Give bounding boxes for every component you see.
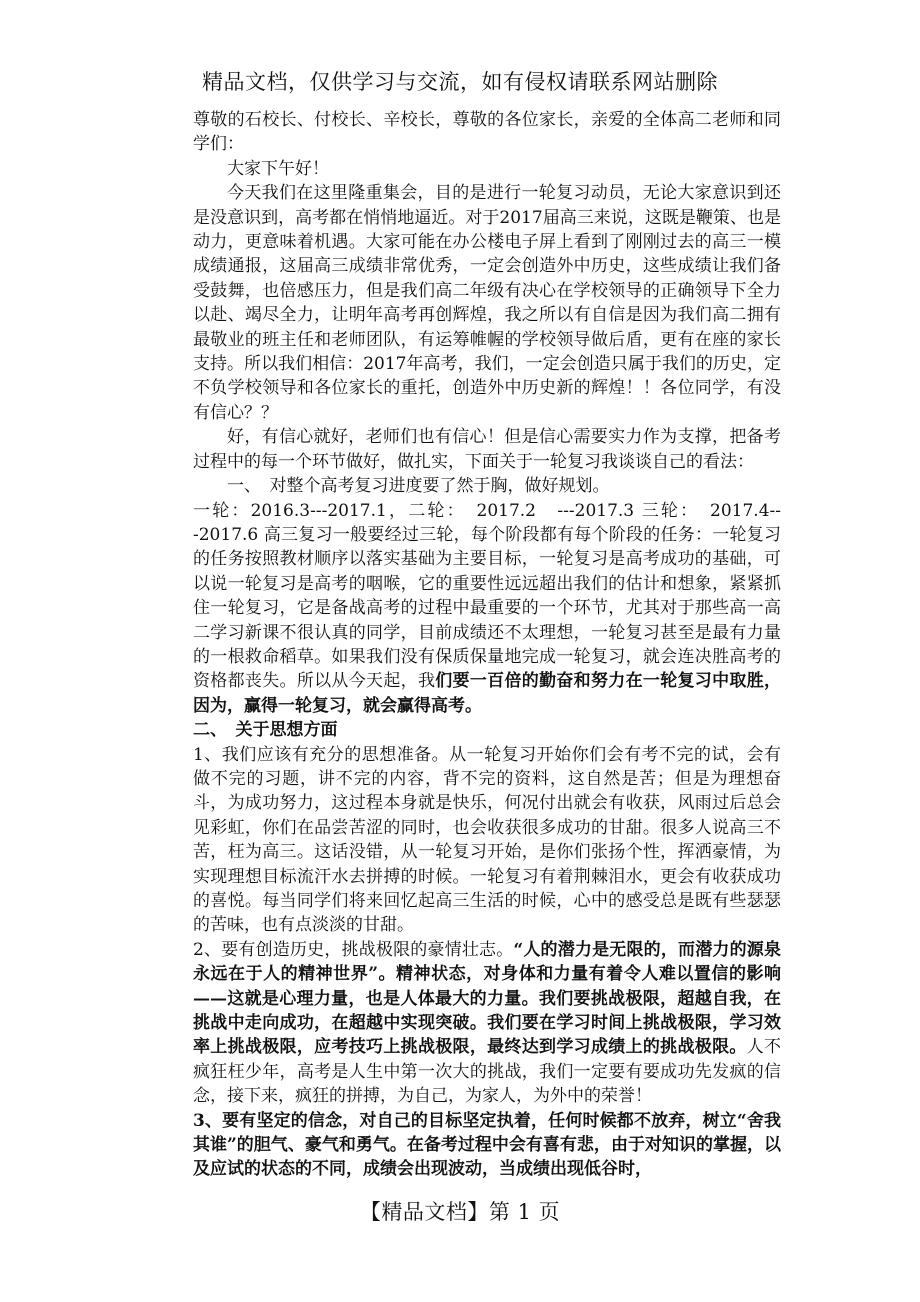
section-heading-2: 二、 关于思想方面	[193, 720, 338, 741]
point-2	[193, 938, 781, 1109]
paragraph-rounds	[193, 499, 781, 719]
point-2-tail: 人不疯狂枉少年，高考是人生中第一次大的挑战，我们一定要有要成功先发疯的信念，接下来，疯狂的拼搏，为自己，为家人，为外中的荣誉！	[193, 1037, 782, 1107]
page-footer: 【精品文档】第 1 页	[359, 1200, 561, 1224]
point-1: 1、我们应该有充分的思想准备。从一轮复习开始你们会有考不完的试，会有做不完的习题，讲不完的内容，背不完的资料，这自然是苦；但是为理想奋斗，为成功努力，这过程本身就是快乐，何况付出就会有收获，风雨过后总会见彩虹，你们在品尝苦涩的同时，也会收获很多成功的甘甜。很多人说高三不苦，枉为高三。这话没错，从一轮复习开始，是你们张扬个性，挥洒豪情，为实现理想目标流汗水去拼搏的时候。一轮复习有着荆棘泪水，更会有收获成功的喜悦。每当同学们将来回忆起高三生活的时候，心中的感受总是既有些瑟瑟的苦味，也有点淡淡的甘甜。	[193, 744, 781, 936]
section-heading-1: 一、 对整个高考复习进度要了然于胸，做好规划。	[227, 476, 610, 497]
rounds-text: 一轮：2016.3---2017.1，二轮： 2017.2 ---2017.3 三轮： 2017.4---2017.6 高三复习一般要经过三轮，每个阶段都有每个阶段的任务：一轮复习的任务按照教材顺序以落实基础为主要目标，一轮复习是高考成功的基础，可以说一轮复习是高考的咽喉，它的重要性远远超出我们的估计和想象，紧紧抓住一轮复习，它是备战高考的过程中最重要的一个环节，尤其对于那些高一高二学习新课不很认真的同学，目前成绩还不太理想，一轮复习甚至是最有力量的一根救命稻草。如果我们没有保质保量地完成一轮复习，就会连决胜高考的资格都丧失。所以从今天起，我	[193, 500, 781, 692]
paragraph-intro: 今天我们在这里隆重集会，目的是进行一轮复习动员，无论大家意识到还是没意识到，高考都在悄悄地逼近。对于2017届高三来说，这既是鞭策、也是动力，更意味着机遇。大家可能在办公楼电子屏上看到了刚刚过去的高三一模成绩通报，这届高三成绩非常优秀，一定会创造外中历史，这些成绩让我们备受鼓舞，也倍感压力，但是我们高二年级有决心在学校领导的正确领导下全力以赴、竭尽全力，让明年高考再创辉煌，我之所以有自信是因为我们高二拥有最敬业的班主任和老师团队，有运筹帷幄的学校领导做后盾，更有在座的家长支持。所以我们相信：2017年高考，我们，一定会创造只属于我们的历史，定不负学校领导和各位家长的重托，创造外中历史新的辉煌！！各位同学，有没有信心？？	[193, 183, 781, 423]
document-body	[193, 108, 781, 1182]
paragraph-confidence: 好，有信心就好，老师们也有信心！但是信心需要实力作为支撑，把备考过程中的每一个环节做好，做扎实，下面关于一轮复习我谈谈自己的看法：	[193, 427, 781, 472]
point-3: 3、要有坚定的信念，对自己的目标坚定执着，任何时候都不放弃，树立“舍我其谁”的胆气、豪气和勇气。在备考过程中会有喜有悲，由于对知识的掌握，以及应试的状态的不同，成绩会出现波动，当成绩出现低谷时，	[193, 1110, 781, 1180]
point-2-emphasis: “人的潜力是无限的，而潜力的源泉永远在于人的精神世界”。精神状态，对身体和力量有着令人难以置信的影响——这就是心理力量，也是人体最大的力量。我们要挑战极限，超越自我，在挑战中走向成功，在超越中实现突破。我们要在学习时间上挑战极限，学习效率上挑战极限，应考技巧上挑战极限，最终达到学习成绩上的挑战极限。	[193, 939, 781, 1058]
greeting: 大家下午好！	[227, 158, 329, 179]
rounds-emphasis: 们要一百倍的勤奋和努力在一轮复习中取胜，因为，赢得一轮复习，就会赢得高考。	[193, 671, 782, 716]
salutation: 尊敬的石校长、付校长、辛校长，尊敬的各位家长，亲爱的全体高二老师和同学们：	[193, 110, 781, 155]
page-header: 精品文档，仅供学习与交流，如有侵权请联系网站删除	[202, 70, 718, 94]
point-2-lead: 2、要有创造历史，挑战极限的豪情壮志。	[193, 939, 514, 960]
